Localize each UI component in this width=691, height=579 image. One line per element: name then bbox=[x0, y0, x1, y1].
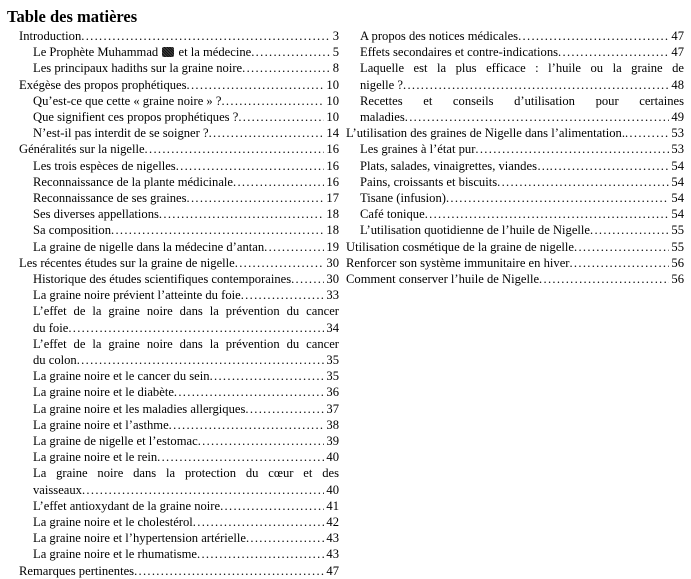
dot-leader bbox=[246, 530, 324, 546]
toc-entry[interactable] bbox=[7, 109, 339, 125]
toc-entry[interactable] bbox=[7, 401, 339, 417]
toc-entry-page: 40 bbox=[326, 482, 339, 497]
dot-leader bbox=[558, 44, 669, 60]
dot-leader bbox=[176, 158, 325, 174]
toc-entry[interactable] bbox=[7, 93, 339, 109]
dot-leader bbox=[574, 239, 669, 255]
toc-entry-page: 36 bbox=[326, 385, 339, 400]
toc-entry[interactable] bbox=[346, 255, 684, 271]
toc-entry-label: Plats, salades, vinaigrettes, viandes… bbox=[360, 158, 550, 173]
toc-entry-label: La graine noire et les maladies allergiques bbox=[33, 401, 246, 416]
toc-entry[interactable] bbox=[7, 417, 339, 433]
toc-entry-page: 54 bbox=[671, 191, 684, 205]
dot-leader bbox=[238, 109, 324, 125]
toc-entry-label: Les principaux hadiths sur la graine noire bbox=[33, 61, 243, 76]
dot-leader bbox=[169, 417, 325, 433]
toc-entry-label: Qu’est-ce que cette « graine noire » ? bbox=[33, 93, 222, 108]
toc-entry-label: Les graines à l’état pur bbox=[360, 142, 476, 157]
toc-entry-page: 54 bbox=[671, 158, 684, 173]
toc-entry-page: 56 bbox=[671, 255, 684, 270]
toc-entry[interactable] bbox=[346, 271, 684, 287]
toc-entry-label: Historique des études scientifiques contemporaines bbox=[33, 272, 292, 287]
toc-entry-page: 18 bbox=[326, 207, 339, 222]
toc-columns bbox=[7, 28, 684, 579]
toc-entry-label: maladies bbox=[360, 109, 405, 124]
toc-entry[interactable] bbox=[7, 384, 339, 400]
toc-entry-page: 55 bbox=[671, 223, 684, 238]
toc-entry-page: 47 bbox=[326, 563, 339, 578]
toc-entry-page: 35 bbox=[326, 369, 339, 384]
dot-leader bbox=[569, 255, 669, 271]
toc-entry-page: 16 bbox=[326, 174, 339, 189]
toc-entry[interactable] bbox=[346, 190, 684, 206]
toc-entry-page: 10 bbox=[326, 110, 339, 125]
toc-entry[interactable] bbox=[7, 141, 339, 157]
page-title: Table des matières bbox=[7, 7, 138, 26]
toc-entry[interactable] bbox=[346, 28, 684, 44]
toc-entry-page: 30 bbox=[326, 255, 339, 270]
toc-entry-page: 54 bbox=[671, 174, 684, 189]
toc-entry-label: La graine de nigelle dans la médecine d’antan bbox=[33, 239, 265, 254]
toc-entry-label: nigelle ? bbox=[360, 77, 404, 92]
toc-entry-page: 34 bbox=[326, 320, 339, 335]
toc-entry[interactable] bbox=[7, 77, 339, 93]
toc-entry[interactable] bbox=[7, 530, 339, 546]
toc-entry-label: N’est-il pas interdit de se soigner ? bbox=[33, 126, 209, 141]
toc-entry[interactable] bbox=[346, 60, 684, 76]
toc-entry-label: La graine noire et le rein bbox=[33, 450, 158, 465]
toc-entry-page: 41 bbox=[326, 498, 339, 513]
toc-entry-label: Comment conserver l’huile de Nigelle bbox=[346, 272, 540, 287]
toc-entry[interactable] bbox=[7, 206, 339, 222]
toc-entry[interactable] bbox=[7, 320, 339, 336]
toc-entry-label: du foie bbox=[33, 320, 69, 335]
toc-entry[interactable] bbox=[7, 28, 339, 44]
toc-entry-page: 37 bbox=[326, 401, 339, 416]
toc-entry-label: La graine de nigelle et l’estomac bbox=[33, 434, 198, 449]
toc-entry[interactable] bbox=[7, 303, 339, 319]
toc-entry[interactable] bbox=[7, 352, 339, 368]
toc-entry-label: A propos des notices médicales bbox=[360, 29, 519, 43]
toc-entry-label: La graine noire et le cancer du sein bbox=[33, 369, 210, 384]
toc-entry[interactable] bbox=[346, 109, 684, 125]
toc-entry-label: Les trois espèces de nigelles bbox=[33, 158, 176, 173]
dot-leader bbox=[242, 60, 331, 76]
toc-entry-page: 48 bbox=[671, 77, 684, 92]
toc-entry[interactable] bbox=[7, 449, 339, 465]
toc-entry-label: La graine noire et l’asthme bbox=[33, 417, 169, 432]
toc-entry[interactable] bbox=[7, 546, 339, 562]
dot-leader bbox=[197, 546, 324, 562]
toc-entry[interactable] bbox=[7, 514, 339, 530]
toc-entry[interactable] bbox=[346, 222, 684, 238]
toc-entry-page: 8 bbox=[332, 61, 339, 76]
toc-entry[interactable] bbox=[7, 563, 339, 579]
toc-entry[interactable] bbox=[346, 125, 684, 141]
toc-entry-label: Les récentes études sur la graine de nigelle bbox=[19, 255, 235, 270]
toc-entry-page: 47 bbox=[671, 45, 684, 60]
toc-entry[interactable] bbox=[346, 44, 684, 60]
toc-entry-page: 16 bbox=[326, 142, 339, 157]
dot-leader bbox=[157, 449, 324, 465]
toc-entry-page: 49 bbox=[671, 109, 684, 124]
toc-entry-label: La graine noire et le diabète bbox=[33, 385, 174, 400]
toc-entry-label: La graine noire et le rhumatisme bbox=[33, 547, 198, 562]
toc-entry-page: 3 bbox=[332, 29, 339, 43]
toc-entry-label: Que signifient ces propos prophétiques ? bbox=[33, 110, 239, 125]
toc-entry-page: 56 bbox=[671, 272, 684, 287]
dot-leader bbox=[209, 125, 325, 141]
dot-leader bbox=[264, 239, 324, 255]
toc-entry-label: Sa composition bbox=[33, 223, 112, 238]
toc-entry-label: Laquelle est la plus efficace : l’huile ou la graine de bbox=[360, 61, 684, 76]
toc-entry-page: 10 bbox=[326, 93, 339, 108]
toc-entry[interactable] bbox=[7, 465, 339, 481]
toc-column-left bbox=[7, 28, 339, 579]
toc-entry-label: L’utilisation quotidienne de l’huile de Nigelle bbox=[360, 223, 591, 238]
dot-leader bbox=[82, 482, 324, 498]
dot-leader bbox=[245, 401, 324, 417]
dot-leader bbox=[425, 206, 670, 222]
toc-entry[interactable] bbox=[7, 190, 339, 206]
dot-leader bbox=[590, 222, 669, 238]
dot-leader bbox=[187, 190, 325, 206]
toc-entry-label: La graine noire dans la protection du cœur et des bbox=[33, 466, 339, 481]
toc-entry[interactable] bbox=[7, 255, 339, 271]
toc-entry-label: Effets secondaires et contre-indications bbox=[360, 45, 559, 60]
dot-leader bbox=[220, 498, 324, 514]
dot-leader bbox=[539, 271, 669, 287]
toc-entry-label: Généralités sur la nigelle bbox=[19, 142, 145, 157]
toc-entry-label: Pains, croissants et biscuits bbox=[360, 174, 498, 189]
dot-leader bbox=[475, 141, 669, 157]
toc-entry-page: 30 bbox=[326, 272, 339, 287]
toc-entry-label: La graine noire prévient l’atteinte du foie bbox=[33, 288, 241, 303]
toc-entry-page: 42 bbox=[326, 515, 339, 530]
toc-entry-label: du colon bbox=[33, 353, 77, 368]
dot-leader bbox=[193, 514, 325, 530]
toc-entry[interactable] bbox=[7, 222, 339, 238]
toc-entry-label: vaisseaux bbox=[33, 482, 82, 497]
toc-entry-page: 38 bbox=[326, 417, 339, 432]
toc-entry-page: 16 bbox=[326, 158, 339, 173]
toc-entry[interactable] bbox=[7, 336, 339, 352]
toc-entry-label: L’effet de la graine noire dans la prévention du cancer bbox=[33, 304, 339, 319]
dot-leader bbox=[134, 563, 324, 579]
toc-entry-label: Remarques pertinentes bbox=[19, 563, 135, 578]
dot-leader bbox=[77, 352, 325, 368]
toc-entry-page: 55 bbox=[671, 239, 684, 254]
dot-leader bbox=[403, 77, 669, 93]
toc-entry[interactable] bbox=[7, 287, 339, 303]
toc-entry[interactable] bbox=[7, 271, 339, 287]
dot-leader bbox=[291, 271, 324, 287]
toc-entry-label: L’effet antioxydant de la graine noire bbox=[33, 498, 221, 513]
toc-entry[interactable] bbox=[346, 206, 684, 222]
toc-entry-page: 39 bbox=[326, 434, 339, 449]
dot-leader bbox=[241, 287, 325, 303]
dot-leader bbox=[159, 206, 324, 222]
toc-entry-label: Exégèse des propos prophétiques bbox=[19, 77, 187, 92]
toc-entry-page: 33 bbox=[326, 288, 339, 303]
dot-leader bbox=[81, 28, 330, 44]
pbuh-symbol-icon bbox=[162, 47, 174, 57]
toc-entry-label: Ses diverses appellations bbox=[33, 207, 159, 222]
toc-entry-page: 5 bbox=[332, 45, 339, 60]
toc-entry[interactable] bbox=[346, 77, 684, 93]
toc-entry[interactable] bbox=[7, 44, 339, 60]
toc-entry-page: 10 bbox=[326, 77, 339, 92]
dot-leader bbox=[145, 141, 325, 157]
toc-entry-label: Reconnaissance de la plante médicinale bbox=[33, 174, 234, 189]
toc-entry-label: Renforcer son système immunitaire en hiver bbox=[346, 255, 570, 270]
toc-entry-page: 19 bbox=[326, 239, 339, 254]
toc-entry-label: Recettes et conseils d’utilisation pour certaines bbox=[360, 93, 684, 108]
dot-leader bbox=[111, 222, 324, 238]
toc-entry[interactable] bbox=[7, 125, 339, 141]
toc-entry-page: 53 bbox=[671, 126, 684, 141]
toc-entry-label: Reconnaissance de ses graines bbox=[33, 191, 187, 206]
dot-leader bbox=[187, 77, 325, 93]
toc-entry-page: 43 bbox=[326, 547, 339, 562]
toc-entry-label: Tisane (infusion) bbox=[360, 191, 446, 205]
dot-leader bbox=[235, 255, 325, 271]
toc-entry-page: 18 bbox=[326, 223, 339, 238]
toc-entry-label: La graine noire et le cholestérol bbox=[33, 515, 193, 530]
dot-leader bbox=[210, 368, 325, 384]
toc-entry-page: 47 bbox=[671, 29, 684, 43]
toc-entry-label: Le Prophète Muhammad et la médecine bbox=[33, 45, 252, 60]
dot-leader bbox=[198, 433, 325, 449]
toc-entry[interactable] bbox=[346, 239, 684, 255]
dot-leader bbox=[251, 44, 330, 60]
toc-entry[interactable] bbox=[7, 433, 339, 449]
toc-entry[interactable] bbox=[7, 498, 339, 514]
toc-entry-page: 35 bbox=[326, 353, 339, 368]
dot-leader bbox=[625, 125, 669, 141]
dot-leader bbox=[68, 320, 324, 336]
toc-entry-page: 43 bbox=[326, 531, 339, 546]
dot-leader bbox=[518, 28, 669, 44]
toc-entry-label: Café tonique bbox=[360, 207, 425, 222]
dot-leader bbox=[446, 190, 669, 206]
dot-leader bbox=[405, 109, 670, 125]
toc-entry-label: L’utilisation des graines de Nigelle dans l’alimentation. bbox=[346, 126, 625, 141]
toc-entry[interactable] bbox=[346, 93, 684, 109]
toc-entry[interactable] bbox=[346, 158, 684, 174]
dot-leader bbox=[550, 158, 670, 174]
toc-entry[interactable] bbox=[7, 174, 339, 190]
toc-entry[interactable] bbox=[7, 482, 339, 498]
toc-entry[interactable] bbox=[7, 239, 339, 255]
toc-entry-label: Introduction bbox=[19, 29, 82, 43]
toc-entry-page: 40 bbox=[326, 450, 339, 465]
toc-entry[interactable] bbox=[7, 158, 339, 174]
toc-entry-page: 53 bbox=[671, 142, 684, 157]
toc-entry-page: 54 bbox=[671, 207, 684, 222]
toc-entry-page: 14 bbox=[326, 126, 339, 141]
toc-entry[interactable] bbox=[346, 174, 684, 190]
toc-entry[interactable] bbox=[7, 60, 339, 76]
toc-entry-label: L’effet de la graine noire dans la prévention du cancer bbox=[33, 336, 339, 351]
toc-entry[interactable] bbox=[7, 368, 339, 384]
dot-leader bbox=[174, 384, 325, 400]
dot-leader bbox=[233, 174, 324, 190]
toc-entry-label: La graine noire et l’hypertension artérielle bbox=[33, 531, 246, 546]
toc-entry[interactable] bbox=[346, 141, 684, 157]
toc-column-right bbox=[346, 28, 684, 287]
dot-leader bbox=[221, 93, 324, 109]
dot-leader bbox=[497, 174, 669, 190]
toc-entry-page: 17 bbox=[326, 191, 339, 206]
toc-entry-label: Utilisation cosmétique de la graine de nigelle bbox=[346, 239, 575, 254]
